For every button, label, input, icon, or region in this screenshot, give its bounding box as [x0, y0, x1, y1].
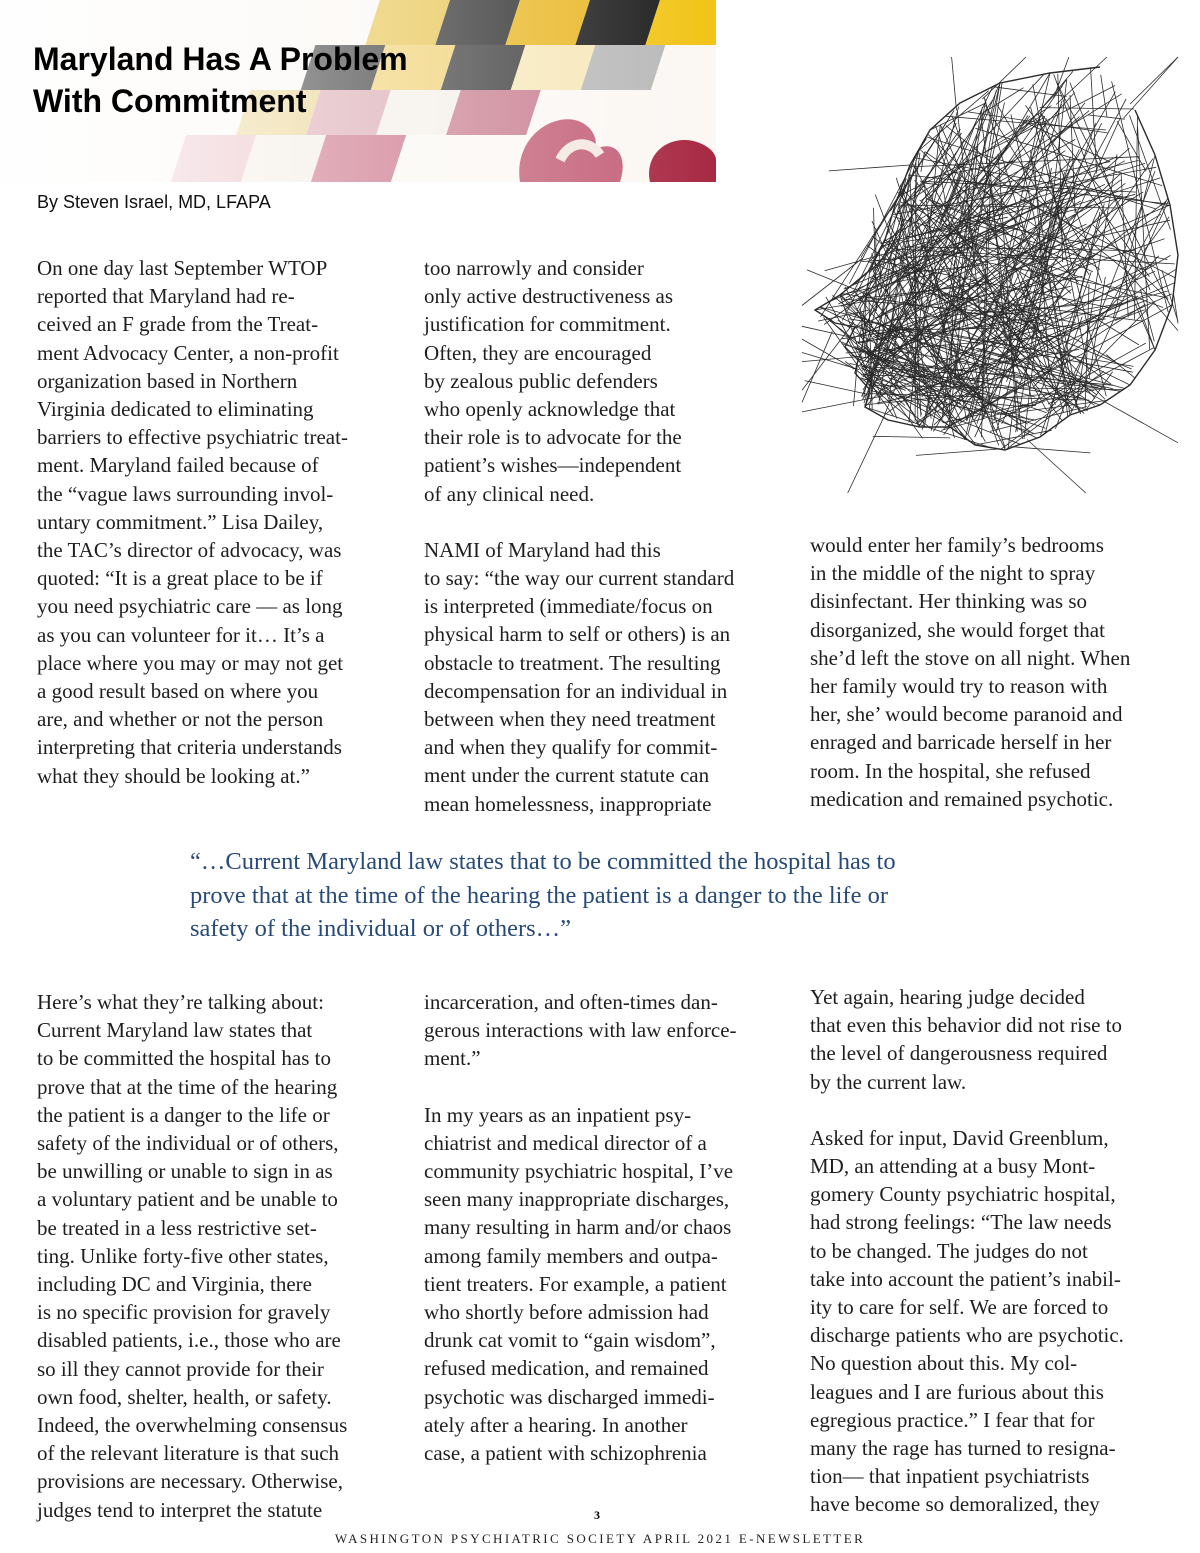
- head-line: [802, 326, 856, 338]
- footer-text: WASHINGTON PSYCHIATRIC SOCIETY APRIL 2021 E-NEWSLETTER: [334, 1531, 866, 1546]
- paragraph: incarceration, and often-times dan- gerous interactions with law enforce- ment.”: [424, 990, 737, 1071]
- head-line: [829, 165, 910, 171]
- head-line: [916, 449, 999, 455]
- paragraph: On one day last September WTOP reported that Maryland had re- ceived an F grade from the Treat- ment Advocacy Center, a non-profit organization based in Northern Virginia dedicated to eliminating barriers to effective psychiatric treat- ment. Maryland failed because of the “vague laws surrounding invol- untary commitment.” Lisa Dailey, the TAC’s director of advocacy, was quoted: “It is a great place to be if you need psychiatric care — as long as you can volunteer for it… It’s a place where you may or may not get a good result based on where you are, and whether or not the person interpreting that criteria understands what they should be looking at.”: [37, 256, 348, 788]
- head-line: [1011, 447, 1090, 453]
- head-line: [1130, 57, 1178, 104]
- head-line: [908, 175, 1169, 204]
- head-line: [1027, 440, 1086, 494]
- byline: By Steven Israel, MD, LFAPA: [37, 192, 271, 212]
- article-title: [33, 38, 408, 122]
- paragraph: too narrowly and consider only active destructiveness as justification for commitment. Often, they are encouraged by zealous public defenders who openly acknowledge that their role is to advocate for the patient’s wishes—independent of any clinical need.: [424, 256, 682, 506]
- paragraph: Here’s what they’re talking about: Current Maryland law states that to be committed the hospital has to prove that at the time of the hearing the patient is a danger to the life or safety of the individual or of others, be unwilling or unable to sign in as a voluntary patient and be unable to be treated in a less restrictive set- ting. Unlike forty-five other states, including DC and Virginia, there is no specific provision for gravely disabled patients, i.e., those who are so ill they cannot provide for their own food, shelter, health, or safety. Indeed, the overwhelming consensus of the relevant literature is that such provisions are necessary. Otherwise, judges tend to interpret the statute: [37, 990, 348, 1522]
- head-line: [859, 270, 870, 344]
- head-line: [873, 436, 950, 438]
- title-line-1: Maryland Has A Problem: [33, 41, 408, 77]
- paragraph: would enter her family’s bedrooms in the middle of the night to spray disinfectant. Her thinking was so disorganized, she would forget that she’d left the stove on all night. When her family would try to reason with her, she’ would become paranoid and enraged and barricade herself in her room. In the hospital, she refused medication and remained psychotic.: [810, 533, 1131, 811]
- pull-quote: “…Current Maryland law states that to be committed the hospital has to prove that at the time of the hearing the patient is a danger to the life or safety of the individual or of others…”: [190, 848, 896, 942]
- top-column-3: [810, 531, 1175, 813]
- page-number: 3: [594, 1508, 600, 1522]
- head-line: [1091, 69, 1097, 174]
- bottom-column-2: [424, 988, 789, 1467]
- head-line: [982, 57, 1026, 99]
- paragraph: NAMI of Maryland had this to say: “the way our current standard is interpreted (immediate/focus on physical harm to self or others) is an obstacle to treatment. The resulting decompensation for an individual in between when they need treatment and when they qualify for commit- ment under the current statute can mean homelessness, inappropriate: [424, 537, 735, 816]
- paragraph: Asked for input, David Greenblum, MD, an attending at a busy Mont- gomery County psychiatric hospital, had strong feelings: “The law needs to be changed. The judges do not take into account the patient’s inabil- ity to care for self. We are forced to discharge patients who are psychotic. No question about this. My col- leagues and I are furious about this egregious practice.” I fear that for many the rage has turned to resigna- tion— that inpatient psychiatrists have become so demoralized, they: [810, 1125, 1124, 1517]
- wireframe-head-illustration: [800, 55, 1180, 495]
- title-line-2: With Commitment: [33, 83, 307, 119]
- head-line: [1086, 391, 1178, 443]
- head-line: [1124, 57, 1178, 118]
- head-line: [805, 381, 869, 395]
- top-column-1: [37, 254, 402, 790]
- head-line: [1040, 108, 1135, 109]
- head-line: [1101, 75, 1107, 117]
- paragraph: Yet again, hearing judge decided that even this behavior did not rise to the level of dangerousness required by the current law.: [810, 985, 1123, 1094]
- paragraph: In my years as an inpatient psy- chiatrist and medical director of a community psychiatric hospital, I’ve seen many inappropriate discharges, many resulting in harm and/or chaos among family members and outpa- tient treaters. For example, a patient who shortly before admission had drunk cat vomit to “gain wisdom”, refused medication, and remained psychotic was discharged immedi- ately after a hearing. In another case, a patient with schizophrenia: [424, 1102, 734, 1466]
- head-line: [915, 160, 916, 422]
- bottom-column-1: [37, 988, 402, 1524]
- top-column-2: [424, 254, 789, 818]
- head-line: [952, 57, 957, 110]
- head-line: [802, 323, 854, 391]
- head-line: [1056, 57, 1107, 105]
- head-line: [1124, 279, 1155, 351]
- head-line: [853, 171, 914, 292]
- head-line: [848, 415, 885, 493]
- bottom-column-3: [810, 983, 1175, 1519]
- head-line: [1130, 115, 1171, 230]
